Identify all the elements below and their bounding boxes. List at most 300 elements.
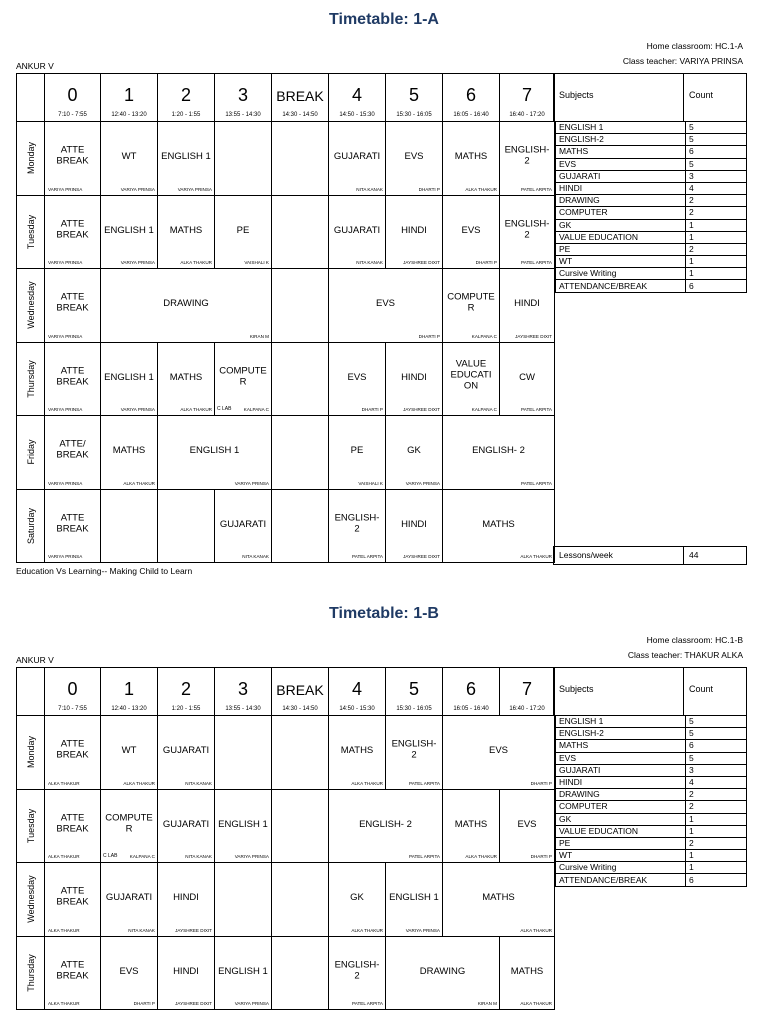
lesson-cell <box>45 789 101 863</box>
lesson-teacher: KIRAN M <box>477 1001 497 1006</box>
lesson-subject: ENGLISH 1 <box>189 445 240 457</box>
lesson-subject: HINDI <box>173 892 199 904</box>
lesson-cell <box>101 122 158 196</box>
lesson-cell <box>158 716 215 790</box>
subject-name: COMPUTER <box>556 801 686 813</box>
lesson-cell <box>158 489 215 563</box>
lesson-teacher: VARIYA PRINSA <box>120 186 155 192</box>
period-header <box>329 74 386 122</box>
subject-count: 2 <box>686 801 747 813</box>
day-label: Friday <box>25 439 36 465</box>
subject-name: Cursive Writing <box>556 862 686 874</box>
subject-name: DRAWING <box>556 789 686 801</box>
lesson-subject: PE <box>350 445 364 457</box>
period-number: 5 <box>408 85 419 105</box>
day-cell <box>17 269 45 343</box>
period-header <box>101 74 158 122</box>
lesson-subject: ATTE BREAK <box>56 218 89 241</box>
lesson-cell <box>101 342 158 416</box>
subjects-header-cell <box>553 667 684 716</box>
lesson-subject: ENGLISH- 2 <box>334 959 380 982</box>
period-header <box>443 74 500 122</box>
lesson-subject: COMPUTE R <box>219 365 267 388</box>
lesson-cell <box>386 489 443 563</box>
subject-row <box>556 874 747 886</box>
lesson-subject: EVS <box>488 745 508 757</box>
subject-count: 6 <box>686 146 747 158</box>
period-time: 16:40 - 17:20 <box>509 706 545 712</box>
lesson-cell <box>386 195 443 269</box>
lesson-subject: ATTE BREAK <box>56 512 89 535</box>
lesson-subject: EVS <box>404 151 424 163</box>
lesson-cell <box>215 789 272 863</box>
lesson-subject: HINDI <box>401 518 427 530</box>
subject-row <box>556 752 747 764</box>
subject-count: 2 <box>686 837 747 849</box>
lesson-cell <box>500 195 555 269</box>
lesson-subject: GK <box>407 445 421 457</box>
lesson-subject: ENGLISH- 2 <box>504 218 550 241</box>
lesson-teacher: VARIYA PRINSA <box>48 333 83 339</box>
subject-row <box>556 231 747 243</box>
lesson-subject: ATTE BREAK <box>56 885 89 908</box>
lesson-teacher: ALKA THAKUR <box>48 854 80 859</box>
day-row <box>17 789 555 863</box>
lesson-teacher: ALKA THAKUR <box>465 186 497 192</box>
subject-name: GK <box>556 219 686 231</box>
lesson-subject: WT <box>121 745 137 757</box>
lesson-cell <box>101 195 158 269</box>
subject-count-table <box>555 715 747 887</box>
group-label: ANKUR V <box>16 61 54 71</box>
lesson-cell <box>386 863 443 937</box>
lesson-subject: DRAWING <box>419 965 466 977</box>
lesson-subject: MATHS <box>454 151 488 163</box>
period-number: 6 <box>465 85 476 105</box>
lesson-subject: EVS <box>119 965 139 977</box>
day-cell <box>17 863 45 937</box>
lessons-per-week-cell <box>553 546 684 565</box>
day-label: Tuesday <box>25 808 36 843</box>
lesson-teacher: VARIYA PRINSA <box>234 1001 269 1006</box>
lesson-subject: CW <box>519 371 535 383</box>
lesson-teacher: ALKA THAKUR <box>465 854 497 859</box>
subject-count: 3 <box>686 170 747 182</box>
lesson-teacher: ALKA THAKUR <box>48 780 80 786</box>
lesson-teacher: VARIYA PRINSA <box>120 407 155 412</box>
lesson-teacher: DHARTI P <box>418 333 440 339</box>
lesson-cell <box>215 195 272 269</box>
count-header-cell <box>683 667 747 716</box>
lesson-teacher: PATEL ARPITA <box>352 554 383 559</box>
lesson-teacher: VARIYA PRINSA <box>48 260 83 265</box>
lesson-teacher: ALKA THAKUR <box>48 1001 80 1006</box>
day-label: Monday <box>25 142 36 175</box>
period-time: 16:05 - 16:40 <box>453 112 489 118</box>
lesson-cell <box>45 122 101 196</box>
lesson-subject: MATHS <box>169 371 203 383</box>
day-label: Thursday <box>25 953 36 992</box>
period-number: 7 <box>521 85 532 105</box>
lesson-teacher: JAYSHREE DIXIT <box>515 333 552 339</box>
period-time: 1:20 - 1:55 <box>171 706 201 712</box>
period-number: BREAK <box>276 682 324 698</box>
period-number: 3 <box>237 679 248 699</box>
subject-name: MATHS <box>556 146 686 158</box>
lesson-subject: HINDI <box>401 371 427 383</box>
subject-row <box>556 776 747 788</box>
lesson-subject: COMPUTE R <box>447 291 495 314</box>
lesson-subject: VALUE EDUCATI ON <box>450 358 492 392</box>
subject-name: Cursive Writing <box>556 268 686 280</box>
subject-row <box>556 122 747 134</box>
subject-row <box>556 862 747 874</box>
lesson-teacher: ALKA THAKUR <box>520 1001 552 1006</box>
lesson-cell <box>329 863 386 937</box>
lesson-cell <box>272 716 329 790</box>
subject-name: MATHS <box>556 740 686 752</box>
lesson-cell <box>272 936 329 1010</box>
lesson-cell <box>443 716 555 790</box>
subject-row <box>556 134 747 146</box>
subject-row <box>556 170 747 182</box>
lesson-cell <box>45 416 101 490</box>
subject-name: VALUE EDUCATION <box>556 231 686 243</box>
day-row <box>17 269 555 343</box>
subject-count: 2 <box>686 243 747 255</box>
day-label: Tuesday <box>25 214 36 249</box>
lesson-subject: ENGLISH 1 <box>104 371 154 383</box>
lesson-teacher: DHARTI P <box>530 854 552 859</box>
timetable-title: Timetable: 1-B <box>329 605 439 622</box>
subject-count: 5 <box>686 752 747 764</box>
subject-name: COMPUTER <box>556 207 686 219</box>
lesson-subject: ATTE BREAK <box>56 144 89 167</box>
subject-name: VALUE EDUCATION <box>556 825 686 837</box>
lesson-cell <box>101 489 158 563</box>
subject-row <box>556 716 747 728</box>
lesson-cell <box>158 195 215 269</box>
lesson-teacher: PATEL ARPITA <box>409 854 440 859</box>
lessons-per-week-label: Lessons/week <box>559 550 613 560</box>
period-header-row <box>17 74 555 122</box>
lesson-subject: ENGLISH- 2 <box>359 818 412 830</box>
subject-count: 2 <box>686 789 747 801</box>
lesson-cell <box>272 195 329 269</box>
lesson-teacher: ALKA THAKUR <box>180 260 212 265</box>
lesson-teacher: VARIYA PRINSA <box>405 927 440 933</box>
subject-count: 6 <box>686 740 747 752</box>
day-cell <box>17 936 45 1010</box>
lesson-cell <box>500 342 555 416</box>
lesson-subject: MATHS <box>454 818 488 830</box>
lesson-subject: HINDI <box>173 965 199 977</box>
period-number: 5 <box>408 679 419 699</box>
lesson-teacher: ALKA THAKUR <box>123 780 155 786</box>
lesson-teacher: VARIYA PRINSA <box>48 407 83 412</box>
period-header <box>215 668 272 716</box>
subject-name: GUJARATI <box>556 170 686 182</box>
lesson-cell <box>101 269 272 343</box>
subject-count: 1 <box>686 268 747 280</box>
lesson-subject: MATHS <box>169 224 203 236</box>
lesson-subject: ENGLISH 1 <box>218 818 268 830</box>
lesson-cell <box>500 936 555 1010</box>
lesson-subject: ENGLISH- 2 <box>472 445 525 457</box>
subject-row <box>556 146 747 158</box>
lesson-cell <box>158 416 272 490</box>
lesson-teacher: NITA KANAK <box>128 927 155 933</box>
subject-row <box>556 728 747 740</box>
period-number: 1 <box>123 679 134 699</box>
subject-name: WT <box>556 256 686 268</box>
period-header <box>500 668 555 716</box>
subject-count: 1 <box>686 825 747 837</box>
lesson-teacher: ALKA THAKUR <box>123 480 155 486</box>
period-number: 1 <box>123 85 134 105</box>
lesson-cell <box>215 863 272 937</box>
timetable-title: Timetable: 1-A <box>329 11 439 28</box>
subject-row <box>556 243 747 255</box>
subject-row <box>556 740 747 752</box>
lesson-cell <box>101 716 158 790</box>
period-time: 13:55 - 14:30 <box>225 706 261 712</box>
day-cell <box>17 342 45 416</box>
lesson-cell <box>386 122 443 196</box>
home-classroom: Home classroom: HC.1-B <box>646 635 743 645</box>
lesson-cell <box>386 416 443 490</box>
lesson-cell <box>215 342 272 416</box>
lesson-teacher: PATEL ARPITA <box>409 780 440 786</box>
lesson-cell <box>158 122 215 196</box>
lesson-cell <box>329 122 386 196</box>
day-row <box>17 342 555 416</box>
period-header <box>272 74 329 122</box>
subject-row <box>556 195 747 207</box>
lesson-teacher: VARIYA PRINSA <box>48 480 83 486</box>
day-row <box>17 489 555 563</box>
subject-count: 5 <box>686 134 747 146</box>
lesson-teacher: NITA KANAK <box>356 260 383 265</box>
lesson-cell <box>101 863 158 937</box>
subject-row <box>556 813 747 825</box>
period-time: 7:10 - 7:55 <box>58 112 87 118</box>
lesson-subject: ATTE BREAK <box>56 291 89 314</box>
day-cell <box>17 489 45 563</box>
count-header: Count <box>689 684 714 694</box>
lesson-teacher: JAYSHREE DIXIT <box>403 554 440 559</box>
period-header <box>158 74 215 122</box>
lesson-room: C LAB <box>217 406 232 412</box>
lesson-teacher: VARIYA PRINSA <box>177 186 212 192</box>
lesson-cell <box>101 936 158 1010</box>
subject-name: ENGLISH 1 <box>556 122 686 134</box>
timetable-grid <box>16 667 555 1010</box>
lesson-cell <box>386 936 500 1010</box>
subject-name: PE <box>556 837 686 849</box>
lesson-cell <box>272 489 329 563</box>
lesson-teacher: VARIYA PRINSA <box>234 480 269 486</box>
group-label: ANKUR V <box>16 655 54 665</box>
subjects-header-cell <box>553 73 684 122</box>
period-time: 12:40 - 13:20 <box>111 112 147 118</box>
lessons-per-week-value-cell <box>683 546 747 565</box>
subject-count: 6 <box>686 874 747 886</box>
lesson-teacher: PATEL ARPITA <box>521 407 552 412</box>
period-number: 4 <box>351 679 362 699</box>
lesson-cell <box>443 489 555 563</box>
period-time: 15:30 - 16:05 <box>396 706 432 712</box>
lesson-cell <box>45 195 101 269</box>
class-teacher: Class teacher: VARIYA PRINSA <box>622 56 743 66</box>
lesson-teacher: VARIYA PRINSA <box>405 480 440 486</box>
lesson-cell <box>329 789 443 863</box>
period-time: 12:40 - 13:20 <box>111 706 147 712</box>
period-header <box>215 74 272 122</box>
subject-row <box>556 256 747 268</box>
lesson-cell <box>272 416 329 490</box>
lesson-cell <box>329 416 386 490</box>
day-label: Wednesday <box>25 875 36 923</box>
day-row <box>17 195 555 269</box>
lesson-subject: DRAWING <box>163 298 209 310</box>
lesson-cell <box>45 936 101 1010</box>
lesson-subject: MATHS <box>340 745 374 757</box>
lesson-cell <box>101 789 158 863</box>
lesson-subject: ENGLISH- 2 <box>391 738 437 761</box>
lesson-subject: GUJARATI <box>162 745 210 757</box>
period-number: 0 <box>67 679 78 699</box>
subject-count: 2 <box>686 195 747 207</box>
period-number: 6 <box>465 679 476 699</box>
period-time: 14:30 - 14:50 <box>282 706 318 712</box>
period-time: 16:40 - 17:20 <box>509 112 545 118</box>
lesson-cell <box>45 342 101 416</box>
lesson-subject: WT <box>121 151 137 163</box>
lesson-cell <box>45 269 101 343</box>
period-time: 15:30 - 16:05 <box>396 112 432 118</box>
subject-name: PE <box>556 243 686 255</box>
lesson-teacher: ALKA THAKUR <box>351 927 383 933</box>
day-label: Monday <box>25 736 36 769</box>
day-row <box>17 122 555 196</box>
lesson-subject: ENGLISH 1 <box>161 151 211 163</box>
lesson-subject: ENGLISH- 2 <box>504 144 550 167</box>
lesson-subject: ENGLISH 1 <box>104 224 154 236</box>
lesson-subject: HINDI <box>514 298 540 310</box>
lesson-teacher: PATEL ARPITA <box>521 260 552 265</box>
lesson-teacher: JAYSHREE DIXIT <box>403 260 440 265</box>
timetable-grid <box>16 73 555 563</box>
lesson-subject: ENGLISH 1 <box>389 892 439 904</box>
lesson-cell <box>500 122 555 196</box>
lesson-subject: MATHS <box>510 965 544 977</box>
period-number: 4 <box>351 85 362 105</box>
lessons-per-week-value: 44 <box>689 550 699 560</box>
lesson-teacher: KALPANA C <box>471 407 497 412</box>
subject-row <box>556 280 747 292</box>
subject-count: 1 <box>686 231 747 243</box>
lesson-cell <box>45 489 101 563</box>
period-time: 1:20 - 1:55 <box>171 112 201 118</box>
day-label: Saturday <box>25 507 36 544</box>
lesson-cell <box>329 936 386 1010</box>
subject-row <box>556 837 747 849</box>
lesson-teacher: VAISHALI K <box>244 260 269 265</box>
lesson-teacher: PATEL ARPITA <box>521 186 552 192</box>
day-row <box>17 863 555 937</box>
subjects-header: Subjects <box>559 684 594 694</box>
lesson-teacher: VAISHALI K <box>358 480 383 486</box>
lesson-subject: ATTE BREAK <box>56 738 89 761</box>
lesson-cell <box>386 716 443 790</box>
day-cell <box>17 195 45 269</box>
lesson-cell <box>443 416 555 490</box>
lesson-cell <box>329 489 386 563</box>
lesson-subject: MATHS <box>112 445 146 457</box>
period-header-row <box>17 668 555 716</box>
day-cell <box>17 789 45 863</box>
day-row <box>17 936 555 1010</box>
period-header <box>158 668 215 716</box>
lesson-subject: COMPUTE R <box>105 812 153 835</box>
lesson-subject: EVS <box>347 371 367 383</box>
lesson-subject: GUJARATI <box>333 151 381 163</box>
period-header <box>386 668 443 716</box>
lesson-subject: ATTE BREAK <box>56 365 89 388</box>
lesson-subject: PE <box>236 224 250 236</box>
lesson-teacher: DHARTI P <box>475 260 497 265</box>
subject-row <box>556 850 747 862</box>
period-time: 14:50 - 15:30 <box>339 706 375 712</box>
lesson-subject: GUJARATI <box>162 818 210 830</box>
corner-cell <box>17 668 45 716</box>
day-label: Wednesday <box>25 281 36 329</box>
subject-row <box>556 825 747 837</box>
lesson-cell <box>443 269 500 343</box>
subject-name: EVS <box>556 752 686 764</box>
subject-name: ATTENDANCE/BREAK <box>556 280 686 292</box>
lesson-cell <box>272 342 329 416</box>
lesson-cell <box>215 122 272 196</box>
lesson-cell <box>443 863 555 937</box>
lesson-teacher: VARIYA PRINSA <box>120 260 155 265</box>
lesson-room: C LAB <box>103 853 118 859</box>
lesson-subject: GUJARATI <box>219 518 267 530</box>
subject-name: HINDI <box>556 776 686 788</box>
lesson-teacher: ALKA THAKUR <box>48 927 80 933</box>
lesson-cell <box>158 789 215 863</box>
lesson-cell <box>500 269 555 343</box>
lesson-subject: ENGLISH 1 <box>218 965 268 977</box>
day-cell <box>17 416 45 490</box>
period-number: 7 <box>521 679 532 699</box>
subject-name: HINDI <box>556 182 686 194</box>
lesson-cell <box>443 789 500 863</box>
period-header <box>272 668 329 716</box>
lesson-cell <box>272 122 329 196</box>
subject-count: 1 <box>686 219 747 231</box>
period-header <box>329 668 386 716</box>
lesson-teacher: ALKA THAKUR <box>351 780 383 786</box>
period-header <box>45 74 101 122</box>
lesson-cell <box>215 936 272 1010</box>
lesson-teacher: NITA KANAK <box>185 780 212 786</box>
period-header <box>386 74 443 122</box>
period-number: 3 <box>237 85 248 105</box>
lesson-teacher: VARIYA PRINSA <box>234 854 269 859</box>
lesson-cell <box>329 342 386 416</box>
